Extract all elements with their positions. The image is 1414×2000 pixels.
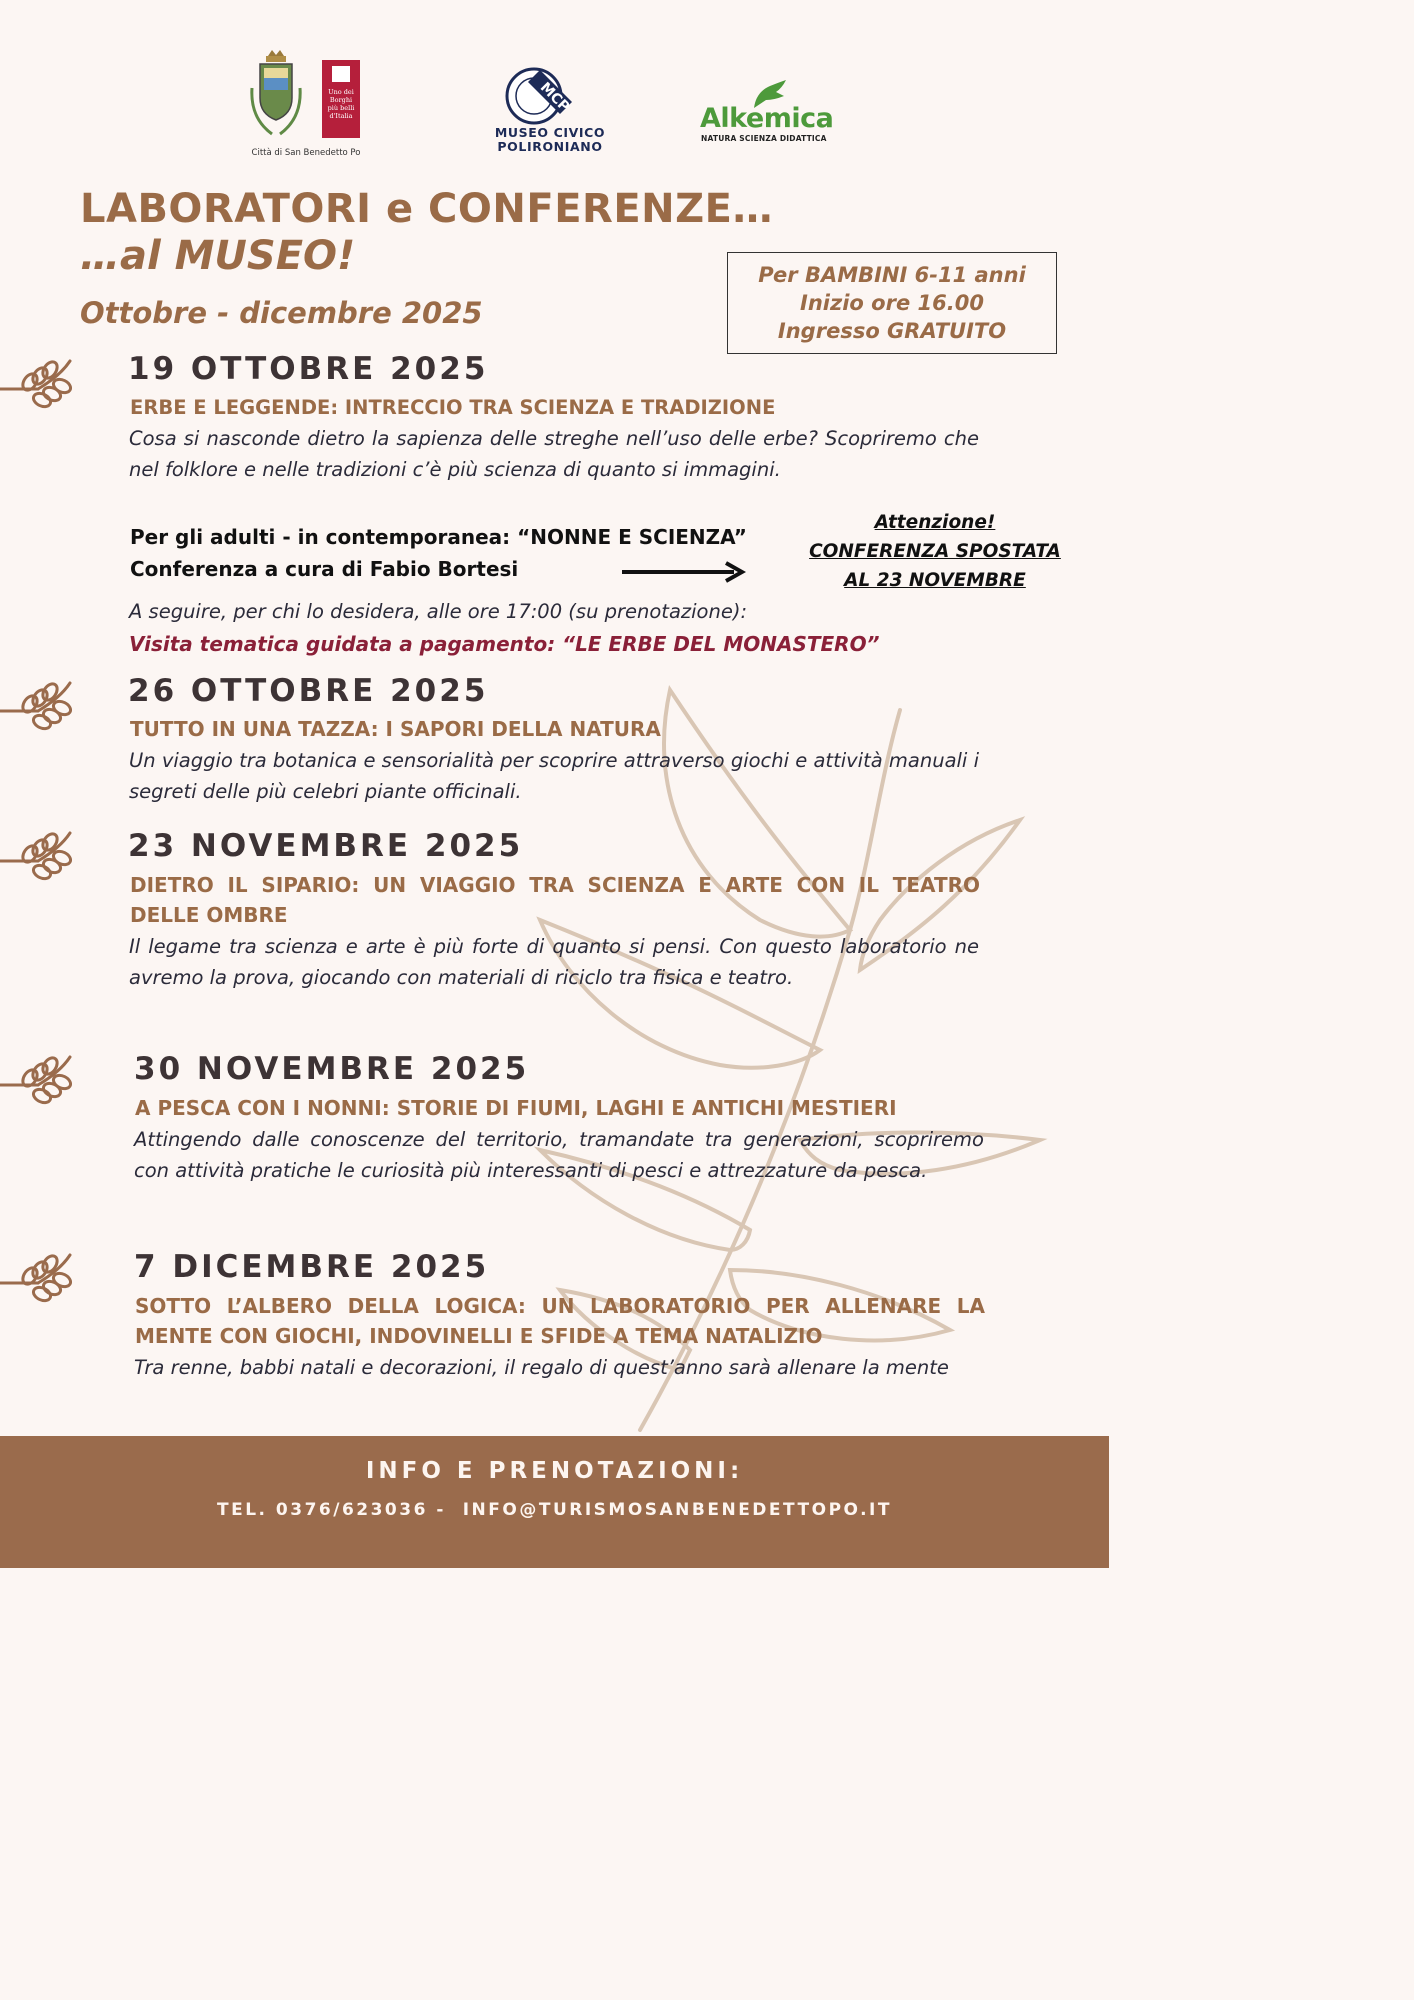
event-description: Cosa si nasconde dietro la sapienza delle streghe nell’uso delle erbe? Scopriremo che nel folklore e nelle tradizioni c’è più scienza di quanto si immagini. — [129, 427, 979, 481]
comune-caption: Città di San Benedetto Po — [251, 148, 361, 158]
museo-civico-logo-text — [470, 126, 630, 154]
museo-logo-line: MUSEO CIVICO — [494, 125, 606, 140]
footer-contacts[interactable]: TEL. 0376/623036 - INFO@TURISMOSANBENEDETTOPO.IT — [217, 1500, 892, 1520]
comune-crest-logo — [246, 48, 364, 146]
borghi-badge-line: più belli — [327, 104, 355, 112]
museo-civico-emblem — [500, 66, 580, 130]
event-date: 7 DICEMBRE 2025 — [134, 1249, 490, 1285]
page-subtitle: …al MUSEO! — [80, 233, 356, 279]
info-box-line: Inizio ore 16.00 — [800, 291, 984, 315]
notice-line: CONFERENZA SPOSTATA — [809, 541, 1061, 562]
event-description: Un viaggio tra botanica e sensorialità per scoprire attraverso giochi e attività manuali i segreti delle più celebri piante officinali. — [129, 749, 979, 803]
sprig-icon — [0, 356, 72, 412]
sprig-icon — [0, 1052, 72, 1108]
page-title: LABORATORI e CONFERENZE… — [80, 186, 773, 232]
borghi-badge-line: Borghi — [329, 96, 353, 104]
alkemica-logo-name: Alkemica — [700, 103, 834, 134]
event-date: 30 NOVEMBRE 2025 — [134, 1051, 530, 1087]
guided-visit-line: Visita tematica guidata a pagamento: “LE ERBE DEL MONASTERO” — [129, 632, 880, 656]
sprig-icon — [0, 828, 72, 884]
info-box-line: Ingresso GRATUITO — [777, 319, 1007, 343]
period-label: Ottobre - dicembre 2025 — [80, 296, 483, 330]
event-description: Attingendo dalle conoscenze del territorio, tramandate tra generazioni, scopriremo con attività pratiche le curiosità più interessanti di pesci e attrezzature da pesca. — [134, 1128, 984, 1182]
museo-monogram: MCP — [536, 79, 573, 116]
audience-info-box — [727, 252, 1057, 354]
event-date: 26 OTTOBRE 2025 — [128, 673, 489, 709]
event-title: TUTTO IN UNA TAZZA: I SAPORI DELLA NATURA — [130, 717, 661, 741]
right-arrow-icon — [622, 561, 746, 583]
adults-conference-line: Per gli adulti - in contemporanea: “NONNE E SCIENZA” — [130, 525, 747, 549]
sprig-icon — [0, 1250, 72, 1306]
event-title: ERBE E LEGGENDE: INTRECCIO TRA SCIENZA E TRADIZIONE — [130, 396, 776, 419]
event-title: DIETRO IL SIPARIO: UN VIAGGIO TRA SCIENZA E ARTE CON IL TEATRO DELLE OMBRE — [130, 873, 980, 927]
event-date: 19 OTTOBRE 2025 — [128, 351, 489, 387]
info-box-line: Per BAMBINI 6-11 anni — [758, 263, 1026, 287]
event-description: Tra renne, babbi natali e decorazioni, il regalo di quest’anno sarà allenare la mente — [134, 1356, 949, 1379]
borghi-badge-line: d'Italia — [329, 112, 353, 120]
notice-line: AL 23 NOVEMBRE — [844, 570, 1026, 591]
event-title: SOTTO L’ALBERO DELLA LOGICA: UN LABORATORIO PER ALLENARE LA MENTE CON GIOCHI, INDOVINELLI E SFIDE A TEMA NATALIZIO — [135, 1294, 985, 1348]
sprig-icon — [0, 678, 72, 734]
museo-logo-line: POLIRONIANO — [497, 139, 603, 154]
alkemica-logo-tagline: NATURA SCIENZA DIDATTICA — [701, 134, 827, 143]
notice-heading: Attenzione! — [874, 512, 996, 533]
borghi-badge-line: Uno dei — [328, 88, 354, 96]
followup-line: A seguire, per chi lo desidera, alle ore 17:00 (su prenotazione): — [129, 600, 748, 623]
footer-heading: INFO E PRENOTAZIONI: — [365, 1458, 744, 1484]
event-description: Il legame tra scienza e arte è più forte di quanto si pensi. Con questo laboratorio ne avremo la prova, giocando con materiali di riciclo tra fisica e teatro. — [129, 935, 979, 989]
event-title: A PESCA CON I NONNI: STORIE DI FIUMI, LAGHI E ANTICHI MESTIERI — [135, 1096, 897, 1120]
adults-conference-speaker: Conferenza a cura di Fabio Bortesi — [130, 557, 519, 581]
event-date: 23 NOVEMBRE 2025 — [128, 828, 524, 864]
